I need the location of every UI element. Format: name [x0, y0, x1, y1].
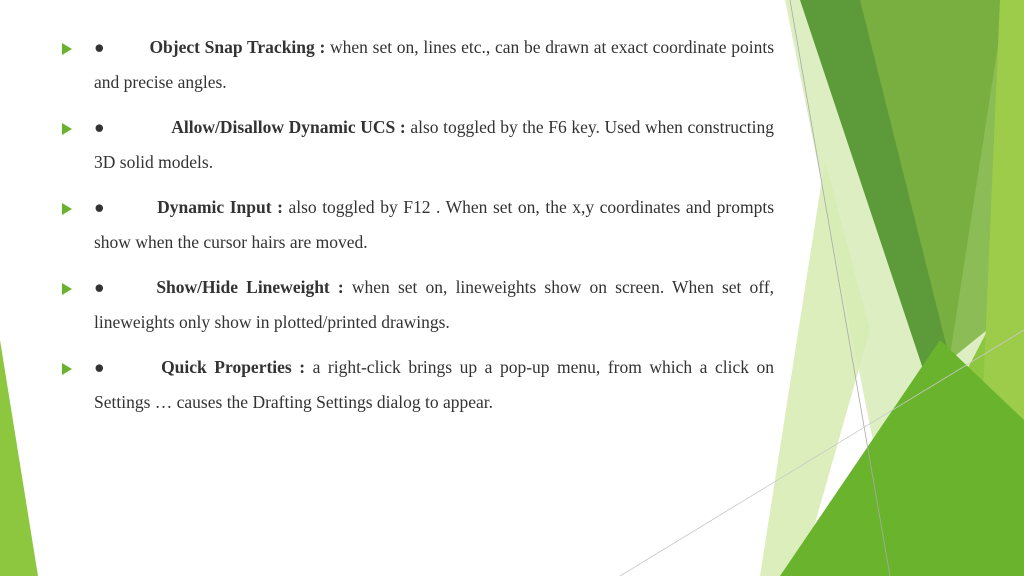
dot-bullet: ● [94, 357, 105, 377]
triangle-bullet-icon [62, 363, 72, 375]
list-item [62, 110, 774, 180]
triangle-bullet-icon [62, 123, 72, 135]
dot-bullet: ● [94, 277, 105, 297]
item-description: when set on, lines etc., can be drawn at exact coordinate points and precise angles. [94, 37, 775, 92]
item-term: Show/Hide Lineweight : [156, 277, 344, 297]
dot-bullet: ● [94, 117, 105, 137]
item-description: also toggled by the F6 key. Used when constructing 3D solid models. [94, 117, 775, 172]
triangle-bullet-icon [62, 43, 72, 55]
item-term: Allow/Disallow Dynamic UCS : [171, 117, 406, 137]
list-item [62, 30, 774, 100]
slide-body [62, 30, 774, 430]
item-description: a right-click brings up a pop-up menu, from which a click on Settings … causes the Drafting Settings dialog to appear. [94, 357, 775, 412]
item-term: Quick Properties : [161, 357, 306, 377]
item-description: when set on, lineweights show on screen. When set off, lineweights only show in plotted/printed drawings. [94, 277, 775, 332]
item-term: Dynamic Input : [157, 197, 283, 217]
list-item [62, 270, 774, 340]
list-item [62, 190, 774, 260]
dot-bullet: ● [94, 197, 105, 217]
item-description: also toggled by F12 . When set on, the x,y coordinates and prompts show when the cursor hairs are moved. [94, 197, 775, 252]
left-green-shape [0, 340, 38, 576]
item-term: Object Snap Tracking : [149, 37, 326, 57]
triangle-bullet-icon [62, 283, 72, 295]
triangle-bullet-icon [62, 203, 72, 215]
dot-bullet: ● [94, 37, 105, 57]
list-item [62, 350, 774, 420]
